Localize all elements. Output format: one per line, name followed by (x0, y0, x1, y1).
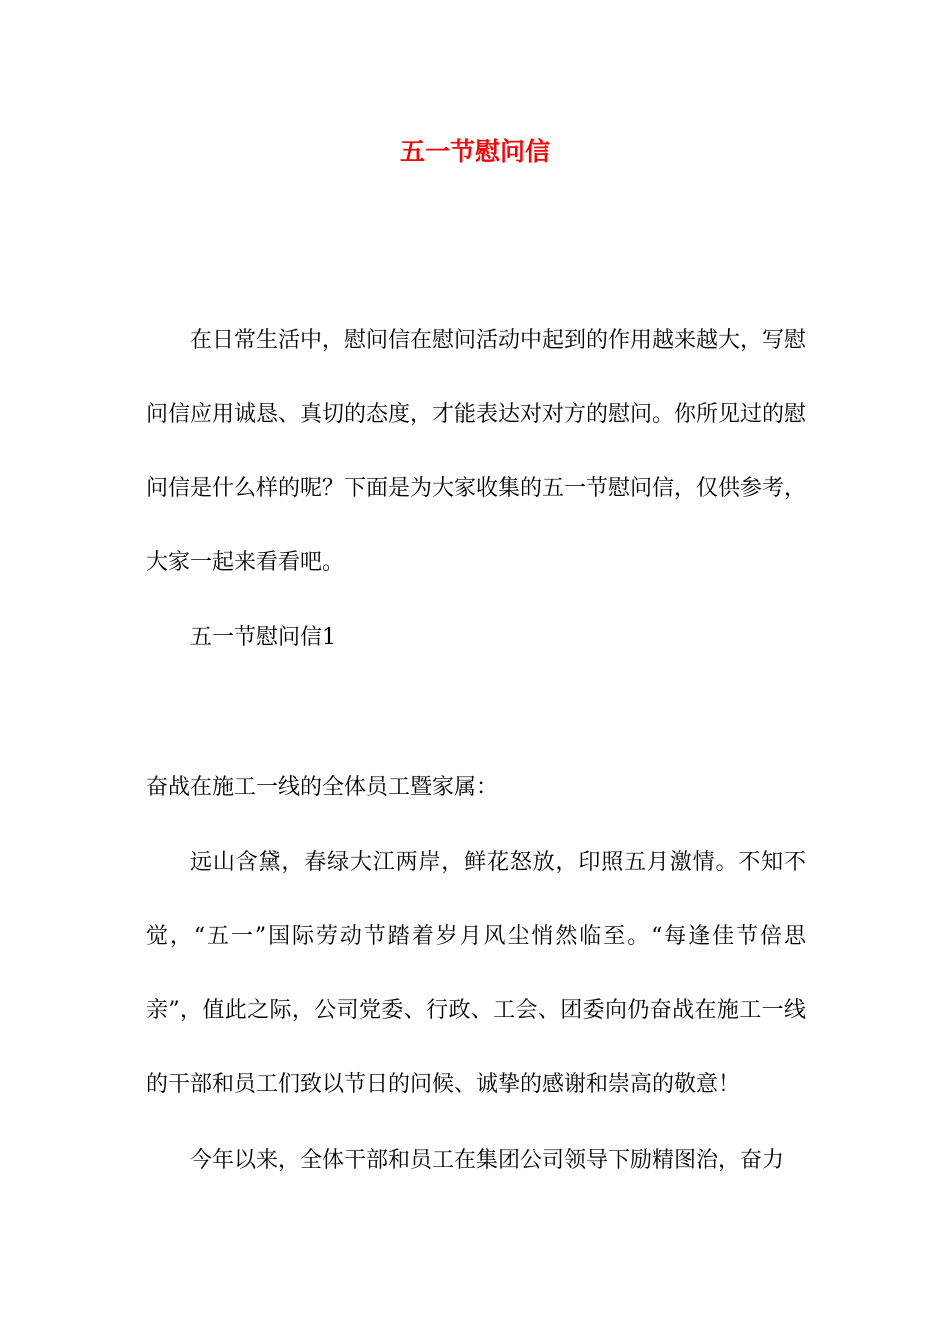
body-paragraph-1: 远山含黛，春绿大江两岸，鲜花怒放，印照五月激情。不知不觉，“五一”国际劳动节踏着岁月风尘悄然临至。“每逢佳节倍思亲”，值此之际，公司党委、行政、工会、团委向仍奋战在施工一线的干部和员工们致以节日的问候、诚挚的感谢和崇高的敬意！ (146, 850, 806, 1097)
intro-paragraph: 在日常生活中，慰问信在慰问活动中起到的作用越来越大，写慰问信应用诚恳、真切的态度，才能表达对对方的慰问。你所见过的慰问信是什么样的呢？下面是为大家收集的五一节慰问信，仅供参考，大家一起来看看吧。 (146, 328, 807, 575)
page-title: 五一节慰问信 (399, 137, 550, 166)
salutation: 奋战在施工一线的全体员工暨家属： (146, 775, 499, 800)
body-paragraph-2: 今年以来，全体干部和员工在集团公司领导下励精图治，奋力 (190, 1148, 785, 1173)
section-heading: 五一节慰问信1 (190, 625, 336, 650)
